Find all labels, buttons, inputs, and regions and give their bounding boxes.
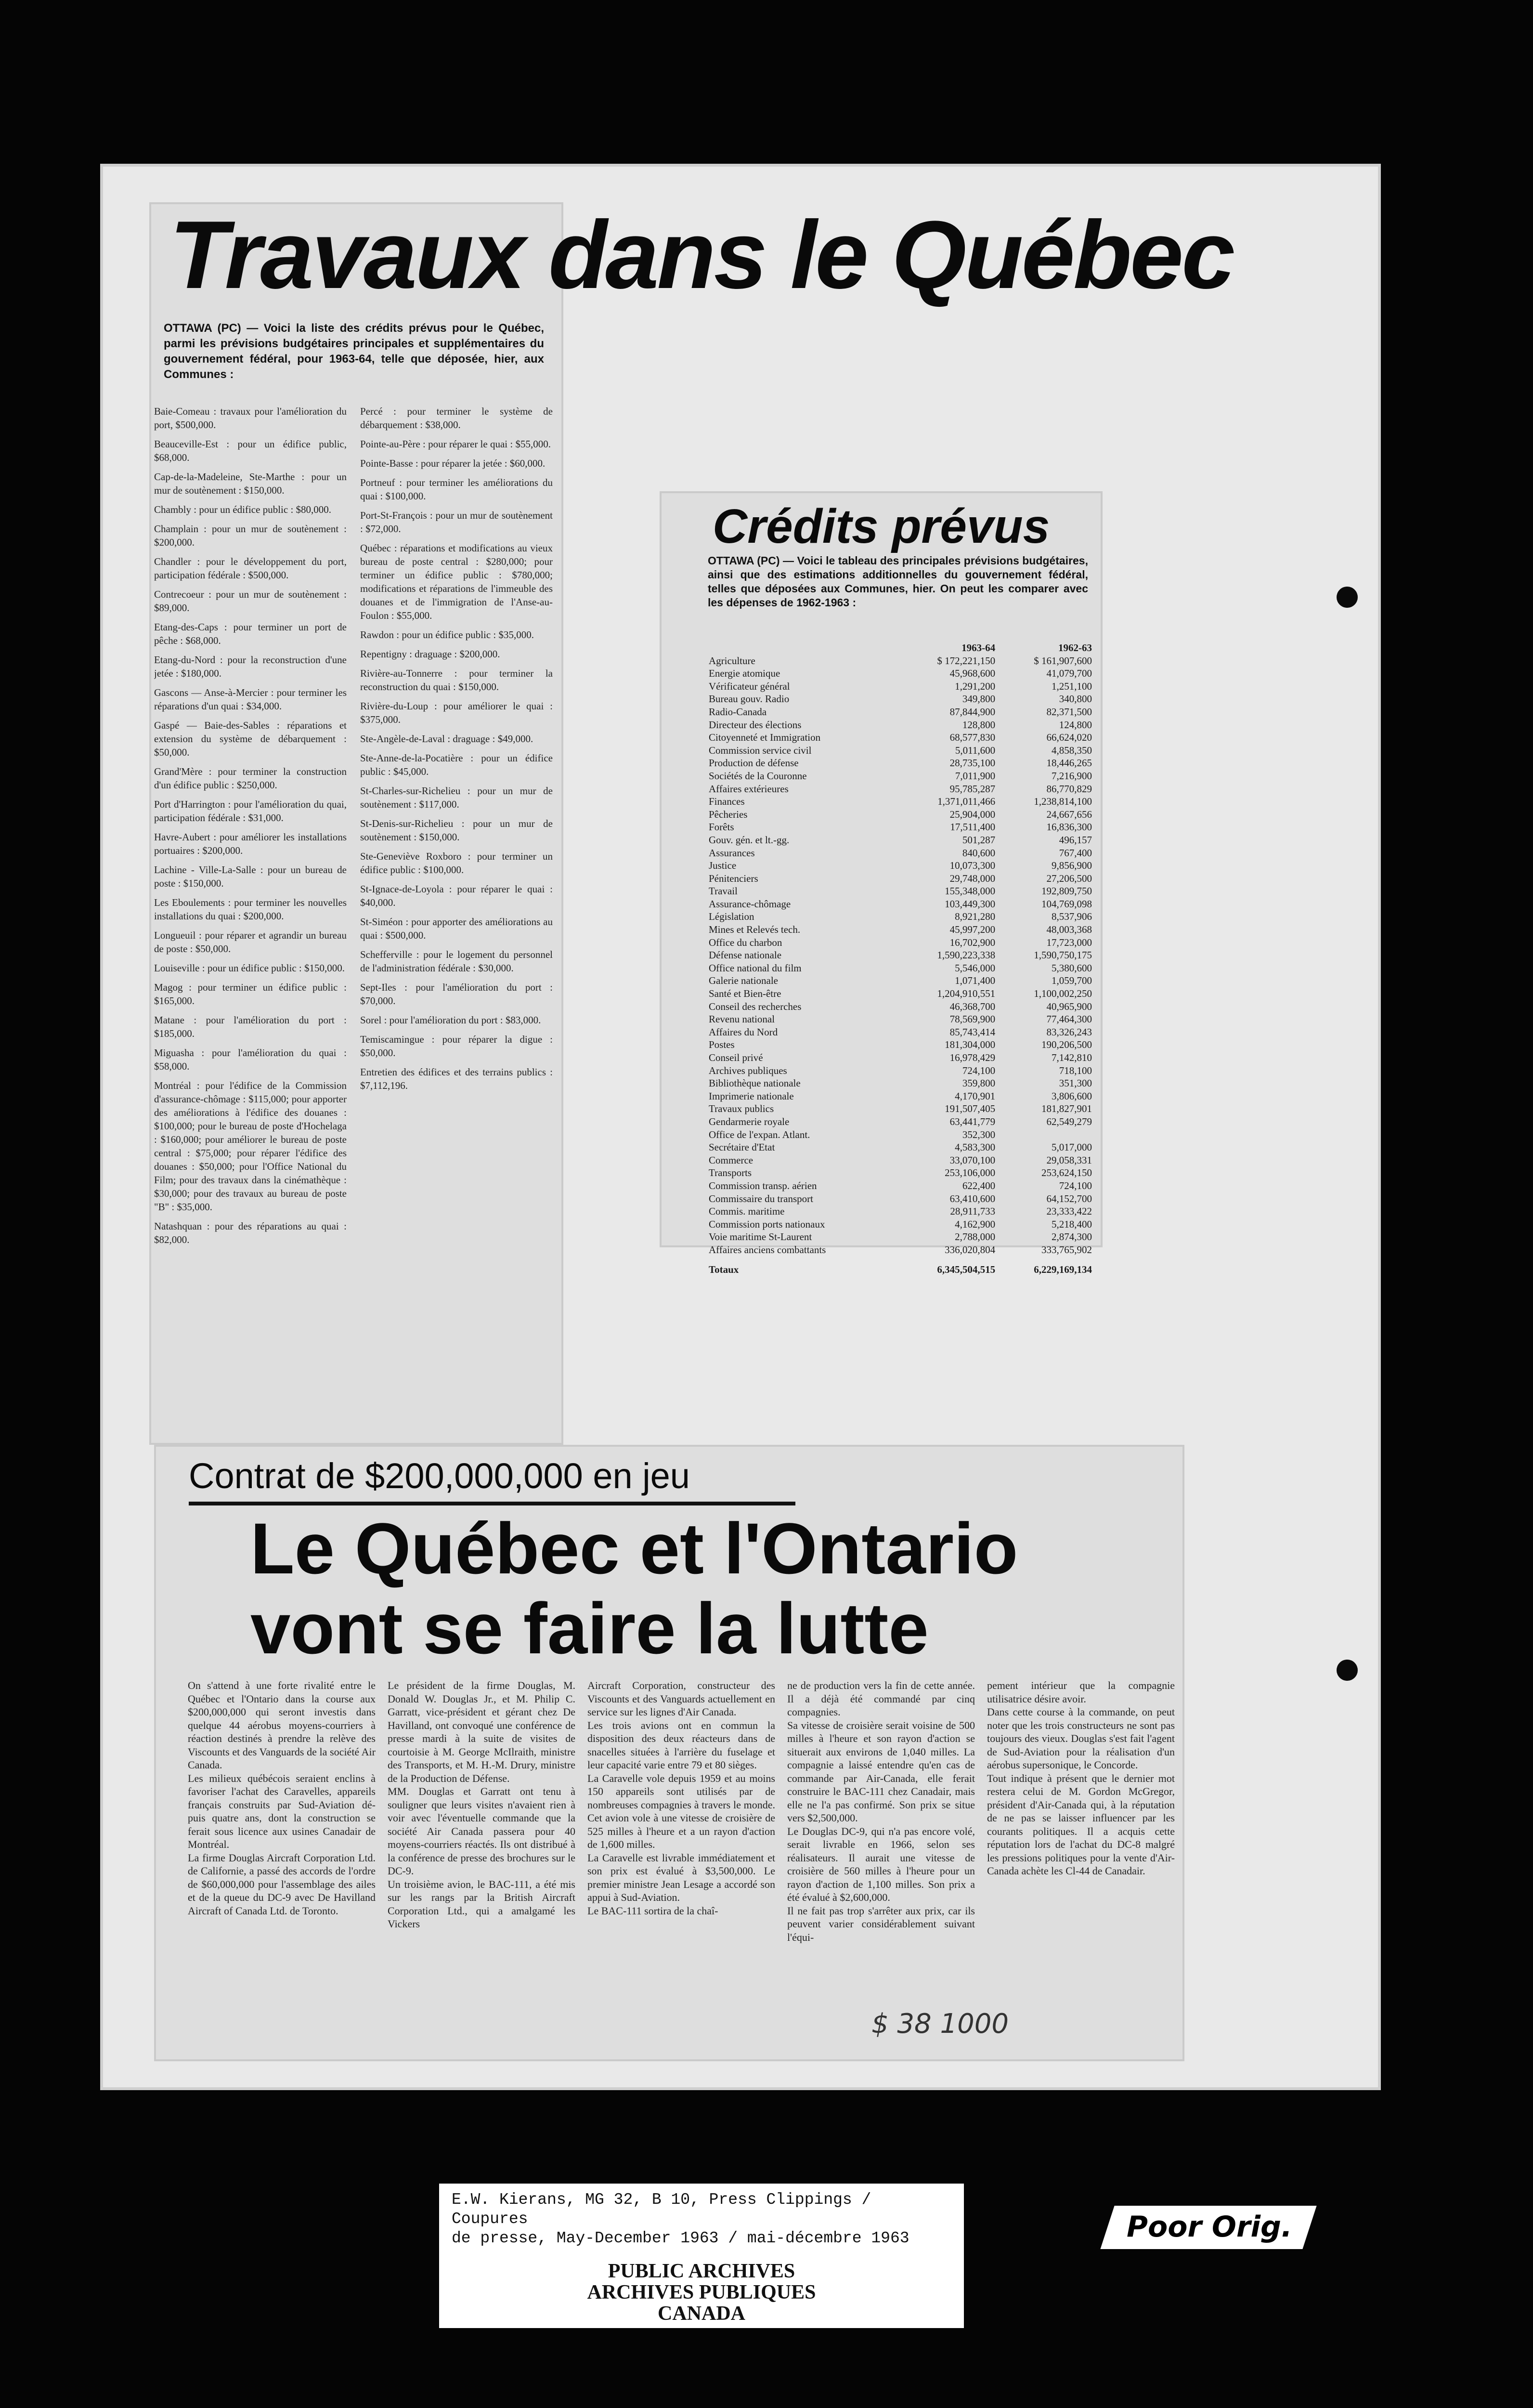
travaux-item: Port-St-François : pour un mur de soutènement : $72,000. (360, 510, 553, 535)
credit-1962: 27,206,500 (1046, 872, 1092, 884)
travaux-item: Miguasha : pour l'amélioration du quai : $58,000. (154, 1047, 347, 1072)
credit-1963: 28,911,733 (950, 1205, 996, 1217)
credit-1962: 16,836,300 (1046, 821, 1092, 833)
header-1963: 1963-64 (961, 642, 996, 654)
credit-1962: 5,017,000 (1052, 1141, 1092, 1153)
credit-1962: $ 161,907,600 (1034, 654, 1092, 667)
credit-1963: 63,441,779 (949, 1115, 996, 1127)
punch-hole-top (1337, 587, 1358, 608)
credits-row (708, 1141, 1093, 1154)
credits-row (708, 1166, 1093, 1179)
total-1963: 6,345,504,515 (937, 1263, 996, 1275)
credit-1963: 28,735,100 (949, 757, 996, 769)
credit-1963: 191,507,405 (945, 1103, 996, 1115)
credits-title: Crédits prévus (713, 499, 1050, 553)
travaux-item: Ste-Angèle-de-Laval : draguage : $49,000. (360, 733, 533, 745)
credit-1962: 41,079,700 (1046, 667, 1092, 680)
credit-department: Commission ports nationaux (709, 1218, 825, 1230)
credit-1962: 29,058,331 (1046, 1154, 1092, 1166)
travaux-item: St-Charles-sur-Richelieu : pour un mur de soutènement : $117,000. (360, 785, 553, 810)
travaux-item: Portneuf : pour terminer les améliorations du quai : $100,000. (360, 477, 553, 502)
credits-row (708, 1154, 1093, 1167)
credits-row (708, 783, 1093, 796)
credit-department: Commission service civil (709, 744, 812, 756)
credit-1962: 9,856,900 (1052, 860, 1092, 872)
travaux-item: Chandler : pour le développement du port, participation fédérale : $500,000. (154, 556, 347, 581)
travaux-item: Longueuil : pour réparer et agrandir un bureau de poste : $50,000. (154, 929, 347, 955)
travaux-item: Grand'Mère : pour terminer la construction d'un édifice public : $250,000. (154, 766, 347, 791)
credit-department: Législation (709, 911, 754, 923)
credit-1962: 64,152,700 (1046, 1192, 1092, 1204)
travaux-item: Les Eboulements : pour terminer les nouvelles installations du quai : $200,000. (154, 897, 347, 922)
credit-1962: 82,371,500 (1046, 706, 1092, 718)
credits-row (708, 667, 1093, 680)
credit-department: Archives publiques (709, 1064, 787, 1076)
credit-1962: 5,218,400 (1052, 1218, 1092, 1230)
credit-1963: 8,921,280 (955, 911, 996, 923)
credit-department: Forêts (709, 821, 734, 833)
credits-row (708, 962, 1093, 975)
credit-department: Affaires extérieures (709, 783, 789, 795)
credit-1963: 1,371,011,466 (937, 796, 996, 808)
credit-1963: 87,844,900 (949, 706, 996, 718)
credit-department: Office de l'expan. Atlant. (709, 1128, 810, 1140)
credit-1962: 1,100,002,250 (1034, 988, 1092, 1000)
credit-1962: 192,809,750 (1041, 885, 1092, 897)
credits-row (708, 1192, 1093, 1205)
credits-row (708, 1128, 1093, 1141)
credits-header-row (708, 641, 1093, 654)
credit-department: Assurance-chômage (709, 898, 791, 910)
credit-department: Revenu national (709, 1013, 775, 1025)
credits-row (708, 744, 1093, 757)
header-1962: 1962-63 (1058, 642, 1092, 654)
pencil-note: $ 38 1000 (871, 2008, 1009, 2040)
credit-department: Galerie nationale (709, 975, 779, 987)
credits-row (708, 1230, 1093, 1243)
credits-row (708, 757, 1093, 770)
travaux-item: Temiscamingue : pour réparer la digue : $50,000. (360, 1034, 553, 1059)
credit-1963: 17,511,400 (950, 821, 996, 833)
contrat-body (188, 1679, 1175, 2006)
credit-1962: 253,624,150 (1041, 1167, 1092, 1179)
credits-total-row (708, 1256, 1093, 1276)
credit-1963: 5,011,600 (955, 744, 996, 756)
travaux-title: Travaux dans le Québec (169, 201, 1234, 309)
credits-row (708, 821, 1093, 834)
credit-1963: 253,106,000 (945, 1167, 996, 1179)
credit-1963: 1,204,910,551 (937, 988, 996, 1000)
credits-table (708, 641, 1093, 1276)
travaux-item: Repentigny : draguage : $200,000. (360, 648, 500, 660)
travaux-item: Beauceville-Est : pour un édifice public, $68,000. (154, 438, 347, 463)
travaux-item: Matane : pour l'amélioration du port : $185,000. (154, 1014, 347, 1039)
credit-1962: 340,800 (1059, 693, 1092, 705)
credit-1962: 40,965,900 (1046, 1000, 1092, 1012)
credit-1963: 45,997,200 (949, 924, 996, 936)
credit-1962: 17,723,000 (1046, 936, 1092, 948)
credit-1963: 4,170,901 (955, 1090, 996, 1102)
punch-hole-bottom (1337, 1660, 1358, 1681)
credit-1963: 95,785,287 (949, 783, 996, 795)
credit-department: Imprimerie nationale (709, 1090, 794, 1102)
contrat-kicker: Contrat de $200,000,000 en jeu (189, 1456, 690, 1496)
travaux-item: Chambly : pour un édifice public : $80,000. (154, 504, 332, 515)
travaux-column-1 (154, 405, 347, 1435)
travaux-item: Rawdon : pour un édifice public : $35,000. (360, 629, 534, 641)
credit-1962: 496,157 (1059, 834, 1092, 846)
travaux-item: Sorel : pour l'amélioration du port : $83,000. (360, 1014, 541, 1026)
credits-row (708, 795, 1093, 808)
credit-department: Défense nationale (709, 949, 782, 961)
credit-department: Commissaire du transport (709, 1192, 813, 1204)
credit-1962: 724,100 (1059, 1179, 1092, 1191)
credits-row (708, 1077, 1093, 1090)
travaux-item: Gascons — Anse-à-Mercier : pour terminer les réparations d'un quai : $34,000. (154, 687, 347, 712)
credits-row (708, 693, 1093, 706)
credit-1962: 190,206,500 (1041, 1039, 1092, 1051)
credit-department: Secrétaire d'Etat (709, 1141, 775, 1153)
contrat-column-1: On s'attend à une forte rivalité entre le Québec et l'Ontario dans la course aux $200,000,000 qui seront investis dans quelque 44 aérobus moyens-courriers à réaction destinés à prendre la relève des Viscounts et des Vanguards de la société Air Canada. Les milieux québécois seraient enclins à favoriser l'achat des Caravelles, appareils français construits par Sud-Aviation dé- puis quatre ans, dont la construction se ferait sous licence aux usines Canadair de Montréal. La firme Douglas Aircraft Corporation Ltd. de Californie, a passé des accords de l'ordre de $60,000,000 pour l'assemblage des ailes et de la queue du DC-9 avec De Havilland Aircraft of Canada Ltd. de Toronto. (188, 1679, 376, 1917)
credit-1963: 1,291,200 (955, 680, 996, 692)
credits-row (708, 936, 1093, 949)
credit-department: Conseil privé (709, 1052, 763, 1063)
credits-row (708, 706, 1093, 719)
credit-1963: 4,162,900 (955, 1218, 996, 1230)
credit-1963: 45,968,600 (949, 667, 996, 680)
credits-row (708, 1000, 1093, 1013)
credit-1963: 16,702,900 (949, 936, 996, 948)
credit-department: Transports (709, 1167, 752, 1179)
credit-department: Mines et Relevés tech. (709, 924, 801, 936)
credits-row (708, 680, 1093, 693)
credit-1963: 1,071,400 (955, 975, 996, 987)
credit-1962: 124,800 (1059, 719, 1092, 731)
credit-1962: 5,380,600 (1052, 962, 1092, 974)
credits-row (708, 949, 1093, 962)
contrat-column-4: ne de production vers la fin de cette année. Il a déjà été commandé par cinq compagnies. Sa vitesse de croisière serait voisine de 500 milles à l'heure et son rayon d'action se situerait aux environs de 1,040 milles. La compagnie a laissé entendre qu'en cas de commande par Air-Canada, elle ferait construire le BAC-111 chez Canadair, mais elle ne l'a pas confirmé. Son prix se situe vers $2,500,000. Le Douglas DC-9, qui n'a pas encore volé, serait livrable en 1966, selon ses réalisateurs. Il aurait une vitesse de croisière de 560 milles à l'heure pour un rayon d'action de 1,100 milles. Son prix a été évalué à $2,600,000. Il ne fait pas trop s'arrêter aux prix, car ils peuvent varier considérablement suivant l'équi- (787, 1679, 975, 1943)
travaux-item: Percé : pour terminer le système de débarquement : $38,000. (360, 406, 553, 431)
credit-1963: 10,073,300 (949, 860, 996, 872)
travaux-item: St-Siméon : pour apporter des améliorations au quai : $500,000. (360, 916, 553, 941)
travaux-item: Schefferville : pour le logement du personnel de l'administration fédérale : $30,000. (360, 949, 553, 974)
travaux-lead: OTTAWA (PC) — Voici la liste des crédits prévus pour le Québec, parmi les prévisions budgétaires principales et supplémentaires du gouvernement fédéral, pour 1963-64, telle que déposée, hier, aux Communes : (164, 322, 544, 381)
credit-department: Affaires du Nord (709, 1026, 778, 1038)
credit-department: Assurances (709, 847, 755, 859)
credits-row (708, 987, 1093, 1000)
credit-1963: 68,577,830 (949, 732, 996, 744)
credits-row (708, 923, 1093, 936)
credit-department: Vérificateur général (709, 680, 790, 692)
credit-1962: 83,326,243 (1046, 1026, 1092, 1038)
credit-1963: 16,978,429 (949, 1052, 996, 1063)
credit-1962: 66,624,020 (1046, 732, 1092, 744)
credit-department: Santé et Bien-être (709, 988, 781, 1000)
credit-department: Commerce (709, 1154, 754, 1166)
travaux-item: Port d'Harrington : pour l'amélioration du quai, participation fédérale : $31,000. (154, 798, 347, 824)
credits-row (708, 808, 1093, 821)
credit-1962: 4,858,350 (1052, 744, 1092, 756)
credits-row (708, 1064, 1093, 1077)
credit-department: Commis. maritime (709, 1205, 785, 1217)
credit-1962: 7,216,900 (1052, 770, 1092, 782)
credit-1962: 8,537,906 (1052, 911, 1092, 923)
credit-department: Commission transp. aérien (709, 1179, 817, 1191)
travaux-item: Pointe-au-Père : pour réparer le quai : $55,000. (360, 438, 551, 450)
credit-1963: 85,743,414 (949, 1026, 996, 1038)
archives-line-1: PUBLIC ARCHIVES (608, 2260, 795, 2282)
credit-1963: 352,300 (962, 1128, 996, 1140)
credit-1963: 181,304,000 (945, 1039, 996, 1051)
travaux-item: Louiseville : pour un édifice public : $150,000. (154, 962, 345, 974)
credit-department: Directeur des élections (709, 719, 802, 731)
credit-1962: 62,549,279 (1046, 1115, 1092, 1127)
credit-1962: 18,446,265 (1046, 757, 1092, 769)
credit-1962: 1,059,700 (1052, 975, 1092, 987)
credit-1963: 724,100 (962, 1064, 996, 1076)
credits-row (708, 872, 1093, 885)
credit-1963: 155,348,000 (945, 885, 996, 897)
credit-department: Bureau gouv. Radio (709, 693, 790, 705)
credit-1963: 622,400 (962, 1179, 996, 1191)
credit-1962: 718,100 (1059, 1064, 1092, 1076)
credit-1962: 104,769,098 (1041, 898, 1092, 910)
credits-lead: OTTAWA (PC) — Voici le tableau des principales prévisions budgétaires, ainsi que des estimations additionnelles du gouvernement fédéral, telles que déposées aux Communes, hier. On peut les comparer avec les dépenses de 1962-1963 : (708, 554, 1088, 609)
credit-1962: 1,238,814,100 (1034, 796, 1092, 808)
travaux-item: Etang-du-Nord : pour la reconstruction d'une jetée : $180,000. (154, 654, 347, 679)
kicker-rule (189, 1502, 795, 1505)
archives-line-3: CANADA (658, 2303, 745, 2325)
travaux-item: Québec : réparations et modifications au vieux bureau de poste central : $280,000; pour terminer un édifice public : $780,000; modifications et réparations de l'immeuble des douanes et de l'immigration de l'Anse-au-Foulon : $55,000. (360, 542, 553, 621)
credit-1963: 4,583,300 (955, 1141, 996, 1153)
credits-row (708, 1179, 1093, 1192)
credit-1963: 46,368,700 (949, 1000, 996, 1012)
credit-department: Citoyenneté et Immigration (709, 732, 821, 744)
credit-department: Bibliothèque nationale (709, 1077, 801, 1089)
credit-1963: 840,600 (962, 847, 996, 859)
contrat-column-5: pement intérieur que la compagnie utilisatrice désire avoir. Dans cette course à la commande, on peut noter que les trois constructeurs ne sont pas toujours des vieux. Douglas s'est fait l'agent de Sud-Aviation pour la réalisation d'un aérobus supersonique, le Concorde. Tout indique à présent que le dernier mot restera celui de M. Gordon McGregor, président d'Air-Canada qui, à la réputation de ne pas se laisser influencer par les courants politiques. Il a acquis cette réputation lors de l'achat du DC-8 malgré les pressions politiques pour la vente d'Air-Canada achète les Cl-44 de Canadair. (987, 1679, 1175, 1877)
credit-1962: 1,590,750,175 (1034, 949, 1092, 961)
credit-1963: 33,070,100 (949, 1154, 996, 1166)
travaux-item: Rivière-du-Loup : pour améliorer le quai : $375,000. (360, 700, 553, 725)
credit-1963: 63,410,600 (949, 1192, 996, 1204)
credits-row (708, 1218, 1093, 1231)
credit-1963: 501,287 (962, 834, 996, 846)
credit-department: Travail (709, 885, 738, 897)
travaux-item: Natashquan : pour des réparations au quai : $82,000. (154, 1220, 347, 1245)
credit-1962: 351,300 (1059, 1077, 1092, 1089)
travaux-item: Entretien des édifices et des terrains publics : $7,112,196. (360, 1066, 553, 1091)
label-line-1: E.W. Kierans, MG 32, B 10, Press Clippings / Coupures (452, 2191, 871, 2228)
credits-row (708, 770, 1093, 783)
credits-row (708, 1205, 1093, 1218)
travaux-item: Lachine - Ville-La-Salle : pour un bureau de poste : $150,000. (154, 864, 347, 889)
credit-department: Finances (709, 796, 745, 808)
credits-row (708, 1038, 1093, 1051)
credit-department: Affaires anciens combattants (709, 1243, 826, 1256)
credits-row (708, 1102, 1093, 1115)
credit-1962: 86,770,829 (1046, 783, 1092, 795)
total-label: Totaux (709, 1263, 739, 1275)
credit-department: Pêcheries (709, 808, 748, 820)
credit-1963: 336,020,804 (945, 1243, 996, 1256)
credit-department: Justice (709, 860, 737, 872)
travaux-item: Montréal : pour l'édifice de la Commission d'assurance-chômage : $115,000; pour apporter des améliorations à l'édifice des douanes : $100,000; pour le bureau de poste d'Hochelaga : $160,000; pour améliorer le bureau de poste central : $75,000; pour réparer l'édifice des douanes : $50,000; pour l'Office National du Film; pour des travaux dans la cinémathèque : $30,000; pour des travaux au bureau de poste "B" : $35,000. (154, 1080, 347, 1213)
label-line-2: de presse, May-December 1963 / mai-décembre 1963 (452, 2229, 909, 2247)
credit-department: Production de défense (709, 757, 799, 769)
travaux-item: Baie-Comeau : travaux pour l'amélioration du port, $500,000. (154, 406, 347, 431)
credit-department: Sociétés de la Couronne (709, 770, 807, 782)
credit-1962: 23,333,422 (1046, 1205, 1092, 1217)
credit-1962: 77,464,300 (1046, 1013, 1092, 1025)
travaux-column-2 (360, 405, 553, 1271)
travaux-item: Gaspé — Baie-des-Sables : réparations et extension du système de débarquement : $50,000. (154, 720, 347, 758)
travaux-item: Etang-des-Caps : pour terminer un port de pêche : $68,000. (154, 621, 347, 646)
travaux-item: Magog : pour terminer un édifice public : $165,000. (154, 982, 347, 1007)
header-blank (708, 641, 899, 654)
credit-1963: 2,788,000 (955, 1231, 996, 1243)
travaux-item: Pointe-Basse : pour réparer la jetée : $60,000. (360, 458, 546, 469)
credit-1962 (996, 1128, 1093, 1141)
credits-row (708, 847, 1093, 860)
credits-row (708, 1243, 1093, 1256)
credit-1962: 3,806,600 (1052, 1090, 1092, 1102)
credits-row (708, 1026, 1093, 1039)
credit-1963: 103,449,300 (945, 898, 996, 910)
credits-row (708, 885, 1093, 898)
credit-1963: 128,800 (962, 719, 996, 731)
credits-row (708, 1115, 1093, 1128)
credits-table-wrap (708, 641, 1093, 1276)
credits-row (708, 719, 1093, 732)
credit-department: Pénitenciers (709, 872, 758, 884)
credits-row (708, 1013, 1093, 1026)
credit-1962: 1,251,100 (1052, 680, 1092, 692)
credit-department: Travaux publics (709, 1103, 774, 1115)
credit-1962: 181,827,901 (1041, 1103, 1092, 1115)
travaux-item: Sept-Iles : pour l'amélioration du port : $70,000. (360, 982, 553, 1007)
credit-1962: 7,142,810 (1052, 1052, 1092, 1063)
credit-1963: 1,590,223,338 (937, 949, 996, 961)
credits-row (708, 654, 1093, 667)
credit-1962: 2,874,300 (1052, 1231, 1092, 1243)
credit-1962: 333,765,902 (1041, 1243, 1092, 1256)
credits-row (708, 974, 1093, 987)
credits-row (708, 910, 1093, 923)
travaux-item: Ste-Anne-de-la-Pocatière : pour un édifice public : $45,000. (360, 752, 553, 777)
credits-row (708, 1051, 1093, 1064)
credits-row (708, 731, 1093, 744)
travaux-item: Cap-de-la-Madeleine, Ste-Marthe : pour un mur de soutènement : $150,000. (154, 471, 347, 496)
contrat-column-3: Aircraft Corporation, constructeur des Viscounts et des Vanguards actuellement en service sur les lignes d'Air Canada. Les trois avions ont en commun la disposition des deux réacteurs dans de snacelles situées à l'arrière du fuselage et leur capacité varie entre 79 et 80 sièges. La Caravelle vole depuis 1959 et au moins 150 appareils sont utilisés par de nombreuses compagnies à travers le monde. Cet avion vole à une vitesse de croisière de 525 milles à l'heure et a un rayon d'action de 1,600 milles. La Caravelle est livrable immédiatement et son prix est évalué à $3,500,000. Le premier ministre Jean Lesage a accordé son appui à Sud-Aviation. Le BAC-111 sortira de la chaî- (587, 1679, 775, 1917)
contrat-headline-2: vont se faire la lutte (250, 1588, 929, 1669)
credit-1963: 349,800 (962, 693, 996, 705)
credit-1963: 78,569,900 (949, 1013, 996, 1025)
travaux-item: Contrecoeur : pour un mur de soutènement : $89,000. (154, 589, 347, 614)
total-1962: 6,229,169,134 (1034, 1263, 1092, 1275)
credit-1963: 5,546,000 (955, 962, 996, 974)
credit-1963: $ 172,221,150 (937, 654, 996, 667)
travaux-item: St-Ignace-de-Loyola : pour réparer le quai : $40,000. (360, 883, 553, 908)
archive-label (439, 2184, 964, 2328)
contrat-column-2: Le président de la firme Douglas, M. Donald W. Douglas Jr., et M. Philip C. Garratt, vice-président et gérant chez De Havilland, ont convoqué une conférence de presse mardi à la suite de visites de courtoisie à M. George McIlraith, ministre des Transports, et M. H.-M. Drury, ministre de la Production de Défense. MM. Douglas et Garratt ont tenu à souligner que leurs visites n'avaient rien à voir avec l'éventuelle commande que la société Air Canada passera pour 40 moyens-courriers réactés. Ils ont distribué à la conférence de presse des brochures sur le DC-9. Un troisième avion, le BAC-111, a été mis sur les rangs par la British Aircraft Corporation Ltd., qui a amalgamé les Vickers (388, 1679, 575, 1930)
contrat-headline-1: Le Québec et l'Ontario (250, 1508, 1018, 1589)
credit-department: Gouv. gén. et lt.-gg. (709, 834, 790, 846)
credit-1962: 24,667,656 (1046, 808, 1092, 820)
credit-1962: 48,003,368 (1046, 924, 1092, 936)
credit-department: Gendarmerie royale (709, 1115, 790, 1127)
travaux-item: Champlain : pour un mur de soutènement : $200,000. (154, 523, 347, 548)
credit-department: Voie maritime St-Laurent (709, 1231, 812, 1243)
credits-row (708, 834, 1093, 847)
travaux-item: Havre-Aubert : pour améliorer les installations portuaires : $200,000. (154, 831, 347, 856)
credit-1963: 25,904,000 (949, 808, 996, 820)
credit-department: Conseil des recherches (709, 1000, 802, 1012)
credit-1963: 29,748,000 (949, 872, 996, 884)
credit-1962: 767,400 (1059, 847, 1092, 859)
credit-department: Energie atomique (709, 667, 780, 680)
credit-department: Postes (709, 1039, 735, 1051)
poor-orig-stamp: Poor Orig. (1127, 2210, 1292, 2244)
credits-row (708, 1090, 1093, 1103)
credit-1963: 7,011,900 (955, 770, 996, 782)
credit-department: Office national du film (709, 962, 802, 974)
travaux-item: St-Denis-sur-Richelieu : pour un mur de soutènement : $150,000. (360, 818, 553, 843)
credit-1963: 359,800 (962, 1077, 996, 1089)
credit-department: Radio-Canada (709, 706, 767, 718)
travaux-item: Rivière-au-Tonnerre : pour terminer la reconstruction du quai : $150,000. (360, 667, 553, 693)
credit-department: Office du charbon (709, 936, 782, 948)
archives-line-2: ARCHIVES PUBLIQUES (587, 2281, 816, 2303)
credit-department: Agriculture (709, 654, 755, 667)
travaux-item: Ste-Geneviève Roxboro : pour terminer un édifice public : $100,000. (360, 851, 553, 876)
credits-row (708, 859, 1093, 872)
credits-row (708, 898, 1093, 911)
